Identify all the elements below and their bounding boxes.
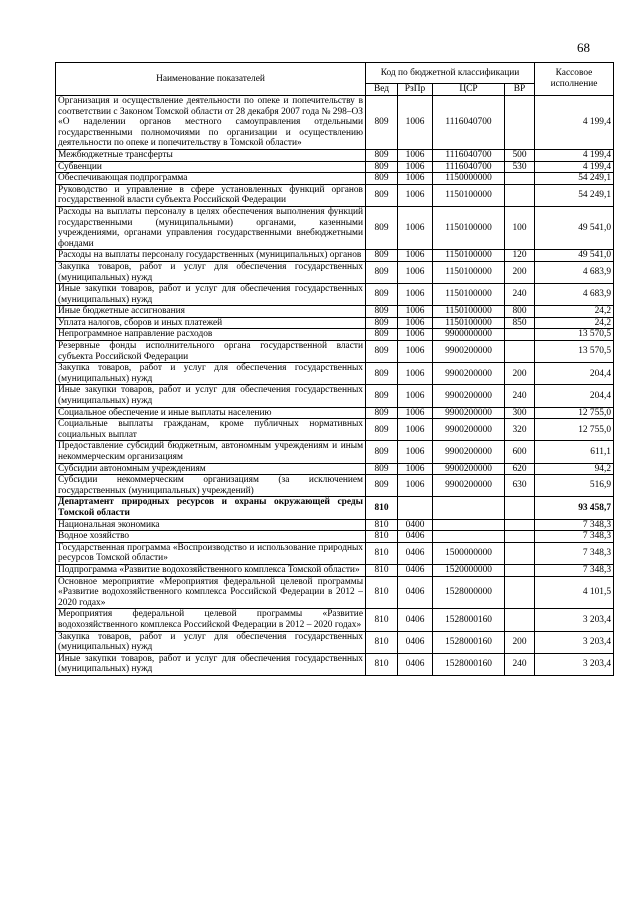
- row-csr: [433, 531, 505, 543]
- row-csr: 1150100000: [433, 184, 505, 206]
- row-rzpr: 1006: [398, 475, 433, 497]
- header-csr: ЦСР: [433, 84, 505, 96]
- row-amount: 12 755,0: [535, 407, 614, 419]
- row-amount: 93 458,7: [535, 497, 614, 519]
- row-rzpr: 1006: [398, 250, 433, 262]
- row-ved: 809: [366, 475, 398, 497]
- row-ved: 809: [366, 463, 398, 475]
- row-ved: 809: [366, 363, 398, 385]
- row-ved: 809: [366, 407, 398, 419]
- table-row: [56, 284, 614, 306]
- row-name: Закупка товаров, работ и услуг для обеспечения государственных (муниципальных) нужд: [56, 261, 366, 283]
- row-csr: 1528000160: [433, 653, 505, 675]
- row-vr: 600: [505, 441, 535, 463]
- row-name: Руководство и управление в сфере установленных функций органов государственной власти субъекта Российской Федерации: [56, 184, 366, 206]
- row-ved: 810: [366, 542, 398, 564]
- row-amount: 12 755,0: [535, 419, 614, 441]
- row-rzpr: 1006: [398, 385, 433, 407]
- row-vr: 630: [505, 475, 535, 497]
- row-name: Субсидии автономным учреждениям: [56, 463, 366, 475]
- row-amount: 13 570,5: [535, 329, 614, 341]
- row-csr: 9900200000: [433, 363, 505, 385]
- row-rzpr: 0406: [398, 653, 433, 675]
- row-rzpr: 1006: [398, 419, 433, 441]
- row-csr: 9900200000: [433, 385, 505, 407]
- table-row: [56, 96, 614, 150]
- row-name: Межбюджетные трансферты: [56, 149, 366, 161]
- row-rzpr: 0400: [398, 519, 433, 531]
- table-body: [56, 96, 614, 676]
- row-name: Иные закупки товаров, работ и услуг для обеспечения государственных (муниципальных) нужд: [56, 385, 366, 407]
- row-rzpr: 1006: [398, 149, 433, 161]
- row-csr: [433, 497, 505, 519]
- row-name: Закупка товаров, работ и услуг для обеспечения государственных (муниципальных) нужд: [56, 631, 366, 653]
- table-row: [56, 519, 614, 531]
- row-rzpr: [398, 497, 433, 519]
- row-csr: 1116040700: [433, 96, 505, 150]
- row-ved: 810: [366, 519, 398, 531]
- table-row: [56, 542, 614, 564]
- row-vr: 300: [505, 407, 535, 419]
- row-vr: [505, 329, 535, 341]
- row-rzpr: 1006: [398, 261, 433, 283]
- row-ved: 809: [366, 317, 398, 329]
- row-rzpr: 0406: [398, 542, 433, 564]
- table-row: [56, 576, 614, 609]
- table-row: [56, 564, 614, 576]
- row-name: Расходы на выплаты персоналу государственных (муниципальных) органов: [56, 250, 366, 262]
- row-vr: 320: [505, 419, 535, 441]
- row-csr: 1520000000: [433, 564, 505, 576]
- row-name: Иные закупки товаров, работ и услуг для обеспечения государственных (муниципальных) нужд: [56, 284, 366, 306]
- table-row: [56, 261, 614, 283]
- row-name: Расходы на выплаты персоналу в целях обеспечения выполнения функций государственными (муниципальными) органами, казенными учреждениями, органами управления государственными внебюджетными фондами: [56, 206, 366, 249]
- row-csr: 1150100000: [433, 306, 505, 318]
- row-csr: 9900000000: [433, 329, 505, 341]
- row-csr: 1150100000: [433, 261, 505, 283]
- table-row: [56, 250, 614, 262]
- table-row: [56, 609, 614, 631]
- row-vr: 120: [505, 250, 535, 262]
- table-row: [56, 363, 614, 385]
- row-vr: [505, 531, 535, 543]
- row-vr: [505, 497, 535, 519]
- row-amount: 4 101,5: [535, 576, 614, 609]
- row-csr: 9900200000: [433, 463, 505, 475]
- row-vr: [505, 542, 535, 564]
- row-rzpr: 0406: [398, 531, 433, 543]
- row-amount: 611,1: [535, 441, 614, 463]
- row-name: Обеспечивающая подпрограмма: [56, 173, 366, 185]
- row-csr: 1150100000: [433, 317, 505, 329]
- header-code-group: Код по бюджетной классификации: [366, 63, 535, 84]
- table-row: [56, 184, 614, 206]
- row-rzpr: 1006: [398, 173, 433, 185]
- row-vr: [505, 173, 535, 185]
- row-name: Предоставление субсидий бюджетным, автономным учреждениям и иным некоммерческим организациям: [56, 441, 366, 463]
- row-name: Непрограммное направление расходов: [56, 329, 366, 341]
- row-ved: 810: [366, 564, 398, 576]
- row-csr: 9900200000: [433, 341, 505, 363]
- row-amount: 7 348,3: [535, 564, 614, 576]
- row-ved: 809: [366, 250, 398, 262]
- row-vr: 200: [505, 261, 535, 283]
- row-name: Основное мероприятие «Мероприятия федеральной целевой программы «Развитие водохозяйственного комплекса Российской Федерации в 2012 – 2020 годах»: [56, 576, 366, 609]
- row-vr: [505, 564, 535, 576]
- row-ved: 809: [366, 173, 398, 185]
- row-name: Субсидии некоммерческим организациям (за исключением государственных (муниципальных) учреждений): [56, 475, 366, 497]
- row-vr: [505, 519, 535, 531]
- row-ved: 810: [366, 609, 398, 631]
- row-vr: 530: [505, 161, 535, 173]
- row-ved: 809: [366, 184, 398, 206]
- row-csr: 1528000000: [433, 576, 505, 609]
- row-vr: 800: [505, 306, 535, 318]
- row-amount: 3 203,4: [535, 609, 614, 631]
- row-csr: 1150100000: [433, 250, 505, 262]
- row-csr: 9900200000: [433, 441, 505, 463]
- row-ved: 810: [366, 631, 398, 653]
- row-vr: 500: [505, 149, 535, 161]
- table-row: [56, 385, 614, 407]
- row-ved: 809: [366, 161, 398, 173]
- row-rzpr: 1006: [398, 184, 433, 206]
- row-amount: 7 348,3: [535, 542, 614, 564]
- table-header: [56, 63, 614, 96]
- row-name: Подпрограмма «Развитие водохозяйственного комплекса Томской области»: [56, 564, 366, 576]
- row-csr: 1116040700: [433, 161, 505, 173]
- row-csr: 9900200000: [433, 419, 505, 441]
- row-vr: [505, 609, 535, 631]
- page-number: 68: [577, 40, 590, 55]
- row-amount: 7 348,3: [535, 519, 614, 531]
- row-csr: 9900200000: [433, 475, 505, 497]
- row-vr: 620: [505, 463, 535, 475]
- row-ved: 810: [366, 576, 398, 609]
- row-ved: 810: [366, 531, 398, 543]
- row-name: Закупка товаров, работ и услуг для обеспечения государственных (муниципальных) нужд: [56, 363, 366, 385]
- row-rzpr: 1006: [398, 407, 433, 419]
- table-row: [56, 306, 614, 318]
- table-row: [56, 173, 614, 185]
- row-rzpr: 0406: [398, 609, 433, 631]
- row-name: Организация и осуществление деятельности по опеке и попечительству в соответствии с Законом Томской области от 28 декабря 2007 года № 298–ОЗ «О наделении органов местного самоуправления отдельными государственными полномочиями по организации и осуществлению деятельности по опеке и попечительству в Томской области»: [56, 96, 366, 150]
- row-amount: 4 683,9: [535, 261, 614, 283]
- row-name: Национальная экономика: [56, 519, 366, 531]
- row-rzpr: 0406: [398, 564, 433, 576]
- row-rzpr: 1006: [398, 363, 433, 385]
- row-amount: 4 683,9: [535, 284, 614, 306]
- row-ved: 809: [366, 306, 398, 318]
- row-ved: 809: [366, 206, 398, 249]
- row-csr: 1116040700: [433, 149, 505, 161]
- table-row: [56, 463, 614, 475]
- row-rzpr: 0406: [398, 576, 433, 609]
- row-ved: 810: [366, 653, 398, 675]
- row-ved: 809: [366, 149, 398, 161]
- row-name: Департамент природных ресурсов и охраны окружающей среды Томской области: [56, 497, 366, 519]
- row-vr: [505, 341, 535, 363]
- table-row: [56, 407, 614, 419]
- table-row: [56, 329, 614, 341]
- row-amount: 24,2: [535, 317, 614, 329]
- table-row: [56, 341, 614, 363]
- row-amount: 516,9: [535, 475, 614, 497]
- row-vr: 100: [505, 206, 535, 249]
- table-row: [56, 206, 614, 249]
- row-rzpr: 1006: [398, 306, 433, 318]
- row-name: Водное хозяйство: [56, 531, 366, 543]
- row-name: Уплата налогов, сборов и иных платежей: [56, 317, 366, 329]
- row-amount: 4 199,4: [535, 161, 614, 173]
- row-vr: [505, 96, 535, 150]
- row-vr: 850: [505, 317, 535, 329]
- row-name: Социальные выплаты гражданам, кроме публичных нормативных социальных выплат: [56, 419, 366, 441]
- row-ved: 809: [366, 261, 398, 283]
- header-ved: Вед: [366, 84, 398, 96]
- table-row: [56, 497, 614, 519]
- row-vr: [505, 184, 535, 206]
- row-amount: 24,2: [535, 306, 614, 318]
- row-csr: 1150000000: [433, 173, 505, 185]
- row-vr: 240: [505, 653, 535, 675]
- row-csr: [433, 519, 505, 531]
- table-row: [56, 653, 614, 675]
- table-row: [56, 441, 614, 463]
- row-vr: 200: [505, 363, 535, 385]
- row-ved: 809: [366, 441, 398, 463]
- row-ved: 809: [366, 385, 398, 407]
- row-vr: 240: [505, 385, 535, 407]
- row-amount: 204,4: [535, 363, 614, 385]
- row-vr: [505, 576, 535, 609]
- header-rzpr: РзПр: [398, 84, 433, 96]
- row-csr: 1528000160: [433, 631, 505, 653]
- row-rzpr: 1006: [398, 206, 433, 249]
- row-amount: 4 199,4: [535, 96, 614, 150]
- row-name: Субвенции: [56, 161, 366, 173]
- row-csr: 1528000160: [433, 609, 505, 631]
- row-amount: 94,2: [535, 463, 614, 475]
- budget-execution-table: [55, 62, 614, 676]
- table-row: [56, 631, 614, 653]
- row-ved: 809: [366, 329, 398, 341]
- row-amount: 54 249,1: [535, 173, 614, 185]
- row-amount: 13 570,5: [535, 341, 614, 363]
- row-name: Государственная программа «Воспроизводство и использование природных ресурсов Томской области»: [56, 542, 366, 564]
- row-ved: 809: [366, 96, 398, 150]
- row-vr: 240: [505, 284, 535, 306]
- row-amount: 3 203,4: [535, 653, 614, 675]
- table-row: [56, 531, 614, 543]
- row-name: Мероприятия федеральной целевой программы «Развитие водохозяйственного комплекса Российской Федерации в 2012 – 2020 годах»: [56, 609, 366, 631]
- row-rzpr: 1006: [398, 317, 433, 329]
- row-amount: 7 348,3: [535, 531, 614, 543]
- row-amount: 49 541,0: [535, 206, 614, 249]
- row-csr: 1150100000: [433, 284, 505, 306]
- row-rzpr: 1006: [398, 441, 433, 463]
- row-amount: 4 199,4: [535, 149, 614, 161]
- row-rzpr: 1006: [398, 96, 433, 150]
- header-vr: ВР: [505, 84, 535, 96]
- row-rzpr: 0406: [398, 631, 433, 653]
- table-row: [56, 317, 614, 329]
- row-ved: 809: [366, 419, 398, 441]
- row-amount: 204,4: [535, 385, 614, 407]
- row-csr: 1500000000: [433, 542, 505, 564]
- row-ved: 809: [366, 284, 398, 306]
- row-name: Социальное обеспечение и иные выплаты населению: [56, 407, 366, 419]
- header-amount: Кассовое исполнение: [535, 63, 614, 96]
- row-ved: 810: [366, 497, 398, 519]
- row-csr: 9900200000: [433, 407, 505, 419]
- table-row: [56, 149, 614, 161]
- row-rzpr: 1006: [398, 341, 433, 363]
- row-rzpr: 1006: [398, 284, 433, 306]
- row-rzpr: 1006: [398, 463, 433, 475]
- row-ved: 809: [366, 341, 398, 363]
- table-row: [56, 475, 614, 497]
- header-name: Наименование показателей: [56, 63, 366, 96]
- row-amount: 54 249,1: [535, 184, 614, 206]
- table-row: [56, 419, 614, 441]
- row-name: Иные закупки товаров, работ и услуг для обеспечения государственных (муниципальных) нужд: [56, 653, 366, 675]
- row-amount: 3 203,4: [535, 631, 614, 653]
- row-vr: 200: [505, 631, 535, 653]
- table-row: [56, 161, 614, 173]
- row-rzpr: 1006: [398, 161, 433, 173]
- row-rzpr: 1006: [398, 329, 433, 341]
- row-amount: 49 541,0: [535, 250, 614, 262]
- row-name: Иные бюджетные ассигнования: [56, 306, 366, 318]
- row-csr: 1150100000: [433, 206, 505, 249]
- row-name: Резервные фонды исполнительного органа государственной власти субъекта Российской Федерации: [56, 341, 366, 363]
